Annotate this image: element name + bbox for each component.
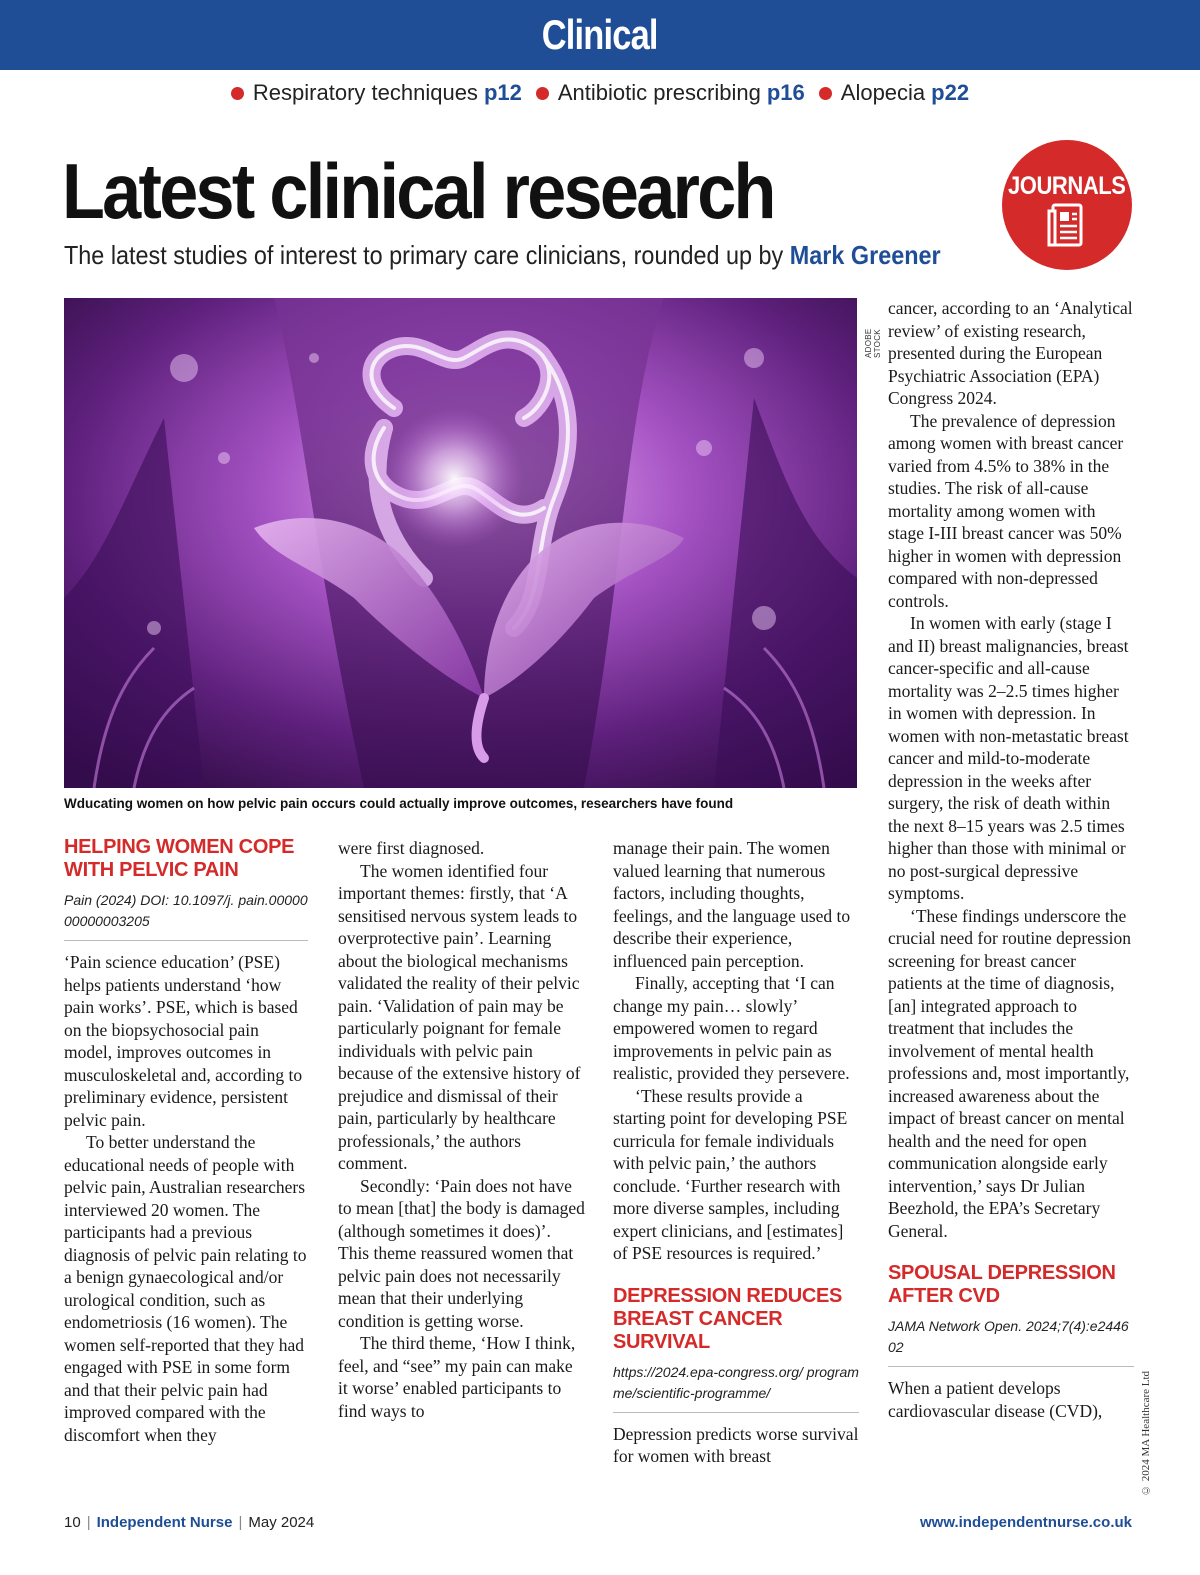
body-paragraph: ‘These findings underscore the crucial need for routine depression screening for breast cancer patients at the time of diagnosis, [an] integrated approach to treatment that includes the involvement of mental health professions and, most importantly, increased awareness about the impact of breast cancer on mental health and the need for open communication alongside early intervention,’ says Dr Julian Beezhold, the EPA’s Secretary General. — [888, 905, 1131, 1241]
standfirst-text: The latest studies of interest to primary care clinicians, rounded up by — [64, 240, 784, 270]
page-footer — [64, 1514, 314, 1531]
photo-credit: ADOBE STOCK — [864, 328, 882, 358]
column-3 — [613, 837, 859, 1468]
page-headline: Latest clinical research — [62, 147, 774, 235]
body-paragraph: Depression predicts worse survival for women with breast — [613, 1423, 859, 1466]
image-caption: Wducating women on how pelvic pain occurs could actually improve outcomes, researchers have found — [64, 796, 734, 811]
body-paragraph: To better understand the educational needs of people with pelvic pain, Australian researchers interviewed 20 women. The participants had a previous diagnosis of pelvic pain relating to a benign gynaecological and/or urological condition, such as endometriosis (16 women). The women self-reported that they had engaged with PSE in some form and that their pelvic pain had improved compared with the discomfort when they — [64, 1132, 307, 1445]
badge-label: JOURNALS — [1008, 172, 1126, 200]
body-paragraph: Finally, accepting that ‘I can change my pain… slowly’ empowered women to regard improvements in pelvic pain as realistic, provided they persevere. — [613, 973, 850, 1083]
teaser-bar — [0, 76, 1200, 110]
body-paragraph: In women with early (stage I and II) breast malignancies, breast cancer-specific and all-cause mortality was 2–2.5 times higher in women with depression. In women with non-metastatic breast cancer and mild-to-moderate depression in the weeks after surgery, the risk of death within the next 8–15 years was 2.5 times higher than those with minimal or no post-surgical depressive symptoms. — [888, 613, 1129, 903]
bullet-dot-icon — [231, 87, 244, 100]
journal-reference: JAMA Network Open. 2024;7(4):e244602 — [888, 1316, 1134, 1367]
body-paragraph: ‘Pain science education’ (PSE) helps patients understand ‘how pain works’. PSE, which is based on the biopsychosocial pain model, improves outcomes in musculoskeletal and, according to preliminary evidence, persistent pelvic pain. — [64, 952, 303, 1130]
section-heading: SPOUSAL DEPRESSION AFTER CVD — [888, 1262, 1116, 1307]
body-paragraph: The prevalence of depression among women with breast cancer varied from 4.5% to 38% in the studies. The risk of all-cause mortality among women with stage I-III breast cancer was 50% higher in women with depression compared with non-depressed controls. — [888, 410, 1124, 611]
teaser-page: p16 — [766, 80, 805, 105]
teaser-item[interactable] — [536, 80, 805, 106]
body-paragraph: manage their pain. The women valued learning that numerous factors, including thoughts, feelings, and the language used to describe their experience, influenced pain perception. — [613, 838, 851, 971]
body-paragraph: When a patient develops cardiovascular disease (CVD), — [888, 1378, 1103, 1421]
body-paragraph: ‘These results provide a starting point for developing PSE curricula for female individuals with pelvic pain,’ the authors conclude. ‘Further research with more diverse samples, including expert clinicians, and [estimates] of PSE resources is required.’ — [613, 1085, 848, 1263]
column-1 — [64, 836, 308, 1446]
teaser-item[interactable] — [231, 80, 522, 106]
column-4 — [888, 297, 1134, 1422]
author-name: Mark Greener — [789, 240, 941, 270]
pelvic-illustration — [64, 298, 857, 788]
body-paragraph: cancer, according to an ‘Analytical review’ of existing research, presented during the European Psychiatric Association (EPA) Congress 2024. — [888, 298, 1133, 408]
journal-icon — [1047, 203, 1087, 249]
body-paragraph: Secondly: ‘Pain does not have to mean [that] the body is damaged (although sometimes it does)’. This theme reassured women that pelvic pain does not necessarily mean that their underlying condition is getting worse. — [338, 1175, 585, 1331]
hero-image — [64, 298, 857, 788]
section-heading: HELPING WOMEN COPE WITH PELVIC PAIN — [64, 836, 295, 881]
teaser-label: Antibiotic prescribing — [557, 80, 761, 105]
teaser-label: Respiratory techniques — [252, 80, 478, 105]
standfirst — [64, 240, 941, 271]
footer-separator: | — [86, 1514, 91, 1531]
website-link[interactable]: www.independentnurse.co.uk — [920, 1514, 1132, 1531]
journal-reference: https://2024.epa-congress.org/ programme/scientific-programme/ — [613, 1362, 859, 1413]
teaser-page: p12 — [483, 80, 522, 105]
column-2 — [338, 837, 586, 1422]
teaser-item[interactable] — [819, 80, 969, 106]
body-paragraph: The women identified four important themes: firstly, that ‘A sensitised nervous system leads to overprotective pain’. Learning about the biological mechanisms validated the reality of their pelvic pain. ‘Validation of pain may be particularly poignant for female individuals with pelvic pain because of the extensive history of prejudice and dismissal of their pain, particularly by healthcare professionals,’ the authors comment. — [338, 860, 581, 1173]
copyright-notice: © 2024 MA Healthcare Ltd — [1140, 1370, 1152, 1496]
teaser-page: p22 — [931, 80, 970, 105]
section-heading: DEPRESSION REDUCES BREAST CANCER SURVIVAL — [613, 1284, 843, 1353]
section-title: Clinical — [542, 11, 658, 58]
teaser-label: Alopecia — [840, 80, 926, 105]
body-paragraph: The third theme, ‘How I think, feel, and “see” my pain can make it worse’ enabled participants to find ways to — [338, 1333, 576, 1421]
page-number: 10 — [64, 1514, 81, 1531]
body-paragraph: were first diagnosed. — [338, 838, 485, 858]
issue-date: May 2024 — [248, 1514, 315, 1531]
bullet-dot-icon — [536, 87, 549, 100]
bullet-dot-icon — [819, 87, 832, 100]
footer-separator: | — [238, 1514, 243, 1531]
section-banner — [0, 0, 1200, 70]
journals-badge — [1002, 140, 1132, 270]
magazine-name: Independent Nurse — [96, 1514, 233, 1531]
journal-reference: Pain (2024) DOI: 10.1097/j. pain.0000000000003205 — [64, 890, 308, 941]
